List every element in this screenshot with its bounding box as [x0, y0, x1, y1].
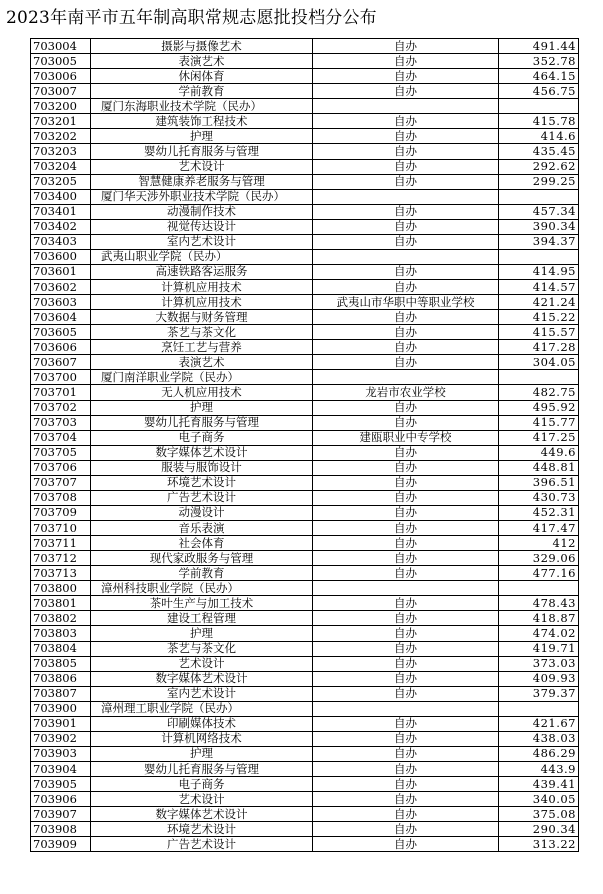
- table-row: [31, 445, 579, 460]
- code-cell: 703200: [31, 99, 91, 114]
- code-cell: 703606: [31, 340, 91, 355]
- score-cell: [499, 370, 579, 385]
- major-cell: 建筑装饰工程技术: [91, 114, 313, 129]
- plan-type-cell: 自办: [313, 792, 499, 807]
- table-row: [31, 762, 579, 777]
- plan-type-cell: 自办: [313, 174, 499, 189]
- table-row: [31, 430, 579, 445]
- score-cell: 340.05: [499, 792, 579, 807]
- score-cell: 456.75: [499, 84, 579, 99]
- table-row: [31, 415, 579, 430]
- code-cell: 703710: [31, 521, 91, 536]
- plan-type-cell: 自办: [313, 521, 499, 536]
- plan-type-cell: 自办: [313, 69, 499, 84]
- score-cell: 390.34: [499, 219, 579, 234]
- plan-type-cell: [313, 249, 499, 264]
- code-cell: 703807: [31, 686, 91, 701]
- plan-type-cell: 自办: [313, 505, 499, 520]
- major-cell: 数字媒体艺术设计: [91, 807, 313, 822]
- major-cell: 室内艺术设计: [91, 686, 313, 701]
- score-cell: 412: [499, 536, 579, 551]
- table-row: [31, 475, 579, 490]
- score-cell: 449.6: [499, 445, 579, 460]
- major-cell: 室内艺术设计: [91, 234, 313, 249]
- plan-type-cell: 自办: [313, 762, 499, 777]
- score-cell: 417.28: [499, 340, 579, 355]
- code-cell: 703907: [31, 807, 91, 822]
- plan-type-cell: [313, 189, 499, 204]
- code-cell: 703712: [31, 551, 91, 566]
- plan-type-cell: 自办: [313, 54, 499, 69]
- score-cell: 373.03: [499, 656, 579, 671]
- table-row: [31, 551, 579, 566]
- code-cell: 703402: [31, 219, 91, 234]
- school-row: [31, 99, 579, 114]
- major-cell: 烹饪工艺与营养: [91, 340, 313, 355]
- major-cell: 艺术设计: [91, 656, 313, 671]
- major-cell: 护理: [91, 129, 313, 144]
- code-cell: 703004: [31, 39, 91, 54]
- code-cell: 703701: [31, 385, 91, 400]
- major-cell: 茶叶生产与加工技术: [91, 596, 313, 611]
- plan-type-cell: 自办: [313, 536, 499, 551]
- plan-type-cell: 自办: [313, 746, 499, 761]
- major-cell: 广告艺术设计: [91, 490, 313, 505]
- score-cell: 495.92: [499, 400, 579, 415]
- major-cell: 护理: [91, 746, 313, 761]
- plan-type-cell: 自办: [313, 114, 499, 129]
- plan-type-cell: 自办: [313, 159, 499, 174]
- code-cell: 703709: [31, 505, 91, 520]
- code-cell: 703903: [31, 746, 91, 761]
- plan-type-cell: 武夷山市华职中等职业学校: [313, 295, 499, 310]
- plan-type-cell: 自办: [313, 777, 499, 792]
- plan-type-cell: 自办: [313, 671, 499, 686]
- plan-type-cell: 自办: [313, 219, 499, 234]
- table-row: [31, 566, 579, 581]
- major-cell: 表演艺术: [91, 355, 313, 370]
- major-cell: 大数据与财务管理: [91, 310, 313, 325]
- code-cell: 703401: [31, 204, 91, 219]
- code-cell: 703605: [31, 325, 91, 340]
- table-row: [31, 807, 579, 822]
- major-cell: 婴幼儿托育服务与管理: [91, 415, 313, 430]
- score-cell: 452.31: [499, 505, 579, 520]
- score-cell: 304.05: [499, 355, 579, 370]
- major-cell: 建设工程管理: [91, 611, 313, 626]
- code-cell: 703601: [31, 264, 91, 279]
- school-row: [31, 249, 579, 264]
- table-row: [31, 611, 579, 626]
- score-cell: 421.24: [499, 295, 579, 310]
- plan-type-cell: 自办: [313, 340, 499, 355]
- table-row: [31, 837, 579, 852]
- score-cell: 379.37: [499, 686, 579, 701]
- score-cell: 313.22: [499, 837, 579, 852]
- score-cell: [499, 581, 579, 596]
- plan-type-cell: 自办: [313, 490, 499, 505]
- code-cell: 703602: [31, 280, 91, 295]
- code-cell: 703604: [31, 310, 91, 325]
- code-cell: 703805: [31, 656, 91, 671]
- plan-type-cell: 自办: [313, 822, 499, 837]
- major-cell: 环境艺术设计: [91, 822, 313, 837]
- plan-type-cell: 自办: [313, 716, 499, 731]
- table-row: [31, 686, 579, 701]
- code-cell: 703806: [31, 671, 91, 686]
- school-name-cell: 厦门华天涉外职业技术学院（民办）: [91, 189, 313, 204]
- table-row: [31, 731, 579, 746]
- school-row: [31, 701, 579, 716]
- plan-type-cell: 自办: [313, 641, 499, 656]
- score-cell: 478.43: [499, 596, 579, 611]
- major-cell: 数字媒体艺术设计: [91, 445, 313, 460]
- school-name-cell: 武夷山职业学院（民办）: [91, 249, 313, 264]
- major-cell: 表演艺术: [91, 54, 313, 69]
- major-cell: 社会体育: [91, 536, 313, 551]
- table-row: [31, 355, 579, 370]
- score-cell: 414.6: [499, 129, 579, 144]
- major-cell: 学前教育: [91, 566, 313, 581]
- score-cell: 418.87: [499, 611, 579, 626]
- table-row: [31, 69, 579, 84]
- table-row: [31, 219, 579, 234]
- score-cell: 464.15: [499, 69, 579, 84]
- plan-type-cell: 自办: [313, 264, 499, 279]
- table-row: [31, 490, 579, 505]
- code-cell: 703702: [31, 400, 91, 415]
- school-row: [31, 370, 579, 385]
- code-cell: 703711: [31, 536, 91, 551]
- major-cell: 摄影与摄像艺术: [91, 39, 313, 54]
- plan-type-cell: 自办: [313, 415, 499, 430]
- score-cell: 486.29: [499, 746, 579, 761]
- plan-type-cell: 自办: [313, 686, 499, 701]
- score-cell: 435.45: [499, 144, 579, 159]
- plan-type-cell: 自办: [313, 129, 499, 144]
- score-cell: [499, 249, 579, 264]
- school-name-cell: 厦门东海职业技术学院（民办）: [91, 99, 313, 114]
- score-cell: 482.75: [499, 385, 579, 400]
- admission-score-table: [30, 38, 579, 852]
- major-cell: 现代家政服务与管理: [91, 551, 313, 566]
- plan-type-cell: [313, 701, 499, 716]
- plan-type-cell: 自办: [313, 310, 499, 325]
- plan-type-cell: 自办: [313, 626, 499, 641]
- table-body: [31, 39, 579, 852]
- table-row: [31, 264, 579, 279]
- code-cell: 703205: [31, 174, 91, 189]
- code-cell: 703607: [31, 355, 91, 370]
- major-cell: 环境艺术设计: [91, 475, 313, 490]
- table-row: [31, 822, 579, 837]
- school-name-cell: 厦门南洋职业学院（民办）: [91, 370, 313, 385]
- major-cell: 音乐表演: [91, 521, 313, 536]
- code-cell: 703901: [31, 716, 91, 731]
- plan-type-cell: 自办: [313, 837, 499, 852]
- score-cell: 439.41: [499, 777, 579, 792]
- plan-type-cell: 自办: [313, 460, 499, 475]
- major-cell: 视觉传达设计: [91, 219, 313, 234]
- plan-type-cell: 自办: [313, 611, 499, 626]
- major-cell: 婴幼儿托育服务与管理: [91, 144, 313, 159]
- score-cell: [499, 189, 579, 204]
- table-row: [31, 746, 579, 761]
- major-cell: 婴幼儿托育服务与管理: [91, 762, 313, 777]
- plan-type-cell: 自办: [313, 445, 499, 460]
- table-row: [31, 204, 579, 219]
- major-cell: 艺术设计: [91, 159, 313, 174]
- plan-type-cell: 自办: [313, 280, 499, 295]
- table-row: [31, 521, 579, 536]
- table-row: [31, 656, 579, 671]
- code-cell: 703904: [31, 762, 91, 777]
- table-row: [31, 129, 579, 144]
- score-cell: 299.25: [499, 174, 579, 189]
- table-row: [31, 280, 579, 295]
- plan-type-cell: 自办: [313, 566, 499, 581]
- school-row: [31, 581, 579, 596]
- table-row: [31, 310, 579, 325]
- table-row: [31, 114, 579, 129]
- major-cell: 艺术设计: [91, 792, 313, 807]
- code-cell: 703703: [31, 415, 91, 430]
- score-cell: 414.57: [499, 280, 579, 295]
- major-cell: 护理: [91, 626, 313, 641]
- score-cell: 419.71: [499, 641, 579, 656]
- score-cell: 443.9: [499, 762, 579, 777]
- code-cell: 703713: [31, 566, 91, 581]
- score-cell: 415.78: [499, 114, 579, 129]
- score-cell: 491.44: [499, 39, 579, 54]
- plan-type-cell: [313, 581, 499, 596]
- table-row: [31, 626, 579, 641]
- table-row: [31, 671, 579, 686]
- plan-type-cell: 自办: [313, 144, 499, 159]
- code-cell: 703700: [31, 370, 91, 385]
- table-row: [31, 777, 579, 792]
- code-cell: 703909: [31, 837, 91, 852]
- code-cell: 703800: [31, 581, 91, 596]
- major-cell: 广告艺术设计: [91, 837, 313, 852]
- code-cell: 703801: [31, 596, 91, 611]
- code-cell: 703706: [31, 460, 91, 475]
- code-cell: 703203: [31, 144, 91, 159]
- major-cell: 智慧健康养老服务与管理: [91, 174, 313, 189]
- plan-type-cell: 自办: [313, 656, 499, 671]
- table-row: [31, 54, 579, 69]
- plan-type-cell: [313, 99, 499, 114]
- code-cell: 703600: [31, 249, 91, 264]
- score-cell: 292.62: [499, 159, 579, 174]
- major-cell: 护理: [91, 400, 313, 415]
- table-row: [31, 340, 579, 355]
- plan-type-cell: [313, 370, 499, 385]
- plan-type-cell: 自办: [313, 475, 499, 490]
- plan-type-cell: 自办: [313, 234, 499, 249]
- code-cell: 703704: [31, 430, 91, 445]
- table-row: [31, 400, 579, 415]
- table-row: [31, 596, 579, 611]
- score-cell: 448.81: [499, 460, 579, 475]
- table-row: [31, 716, 579, 731]
- major-cell: 休闲体育: [91, 69, 313, 84]
- school-row: [31, 189, 579, 204]
- score-cell: 415.77: [499, 415, 579, 430]
- code-cell: 703201: [31, 114, 91, 129]
- code-cell: 703900: [31, 701, 91, 716]
- table-row: [31, 39, 579, 54]
- score-cell: 438.03: [499, 731, 579, 746]
- score-cell: 474.02: [499, 626, 579, 641]
- major-cell: 学前教育: [91, 84, 313, 99]
- major-cell: 电子商务: [91, 430, 313, 445]
- plan-type-cell: 自办: [313, 596, 499, 611]
- score-cell: 409.93: [499, 671, 579, 686]
- code-cell: 703802: [31, 611, 91, 626]
- major-cell: 计算机网络技术: [91, 731, 313, 746]
- table-row: [31, 536, 579, 551]
- plan-type-cell: 自办: [313, 204, 499, 219]
- plan-type-cell: 自办: [313, 731, 499, 746]
- code-cell: 703707: [31, 475, 91, 490]
- code-cell: 703708: [31, 490, 91, 505]
- plan-type-cell: 建瓯职业中专学校: [313, 430, 499, 445]
- score-cell: 394.37: [499, 234, 579, 249]
- code-cell: 703403: [31, 234, 91, 249]
- major-cell: 计算机应用技术: [91, 280, 313, 295]
- table-row: [31, 641, 579, 656]
- score-cell: 329.06: [499, 551, 579, 566]
- table-row: [31, 174, 579, 189]
- code-cell: 703400: [31, 189, 91, 204]
- score-cell: 417.25: [499, 430, 579, 445]
- code-cell: 703905: [31, 777, 91, 792]
- code-cell: 703202: [31, 129, 91, 144]
- plan-type-cell: 自办: [313, 39, 499, 54]
- score-cell: 417.47: [499, 521, 579, 536]
- major-cell: 数字媒体艺术设计: [91, 671, 313, 686]
- page-title: 2023年南平市五年制高职常规志愿批投档分公布: [6, 8, 377, 28]
- plan-type-cell: 自办: [313, 325, 499, 340]
- score-cell: 457.34: [499, 204, 579, 219]
- score-cell: 414.95: [499, 264, 579, 279]
- score-cell: 415.22: [499, 310, 579, 325]
- table-row: [31, 295, 579, 310]
- major-cell: 动漫制作技术: [91, 204, 313, 219]
- table-row: [31, 234, 579, 249]
- code-cell: 703803: [31, 626, 91, 641]
- plan-type-cell: 自办: [313, 355, 499, 370]
- major-cell: 计算机应用技术: [91, 295, 313, 310]
- major-cell: 服装与服饰设计: [91, 460, 313, 475]
- table-row: [31, 460, 579, 475]
- table-row: [31, 325, 579, 340]
- school-name-cell: 漳州科技职业学院（民办）: [91, 581, 313, 596]
- table-row: [31, 159, 579, 174]
- major-cell: 茶艺与茶文化: [91, 325, 313, 340]
- major-cell: 高速铁路客运服务: [91, 264, 313, 279]
- score-cell: 290.34: [499, 822, 579, 837]
- plan-type-cell: 自办: [313, 551, 499, 566]
- plan-type-cell: 自办: [313, 807, 499, 822]
- major-cell: 电子商务: [91, 777, 313, 792]
- code-cell: 703705: [31, 445, 91, 460]
- major-cell: 印刷媒体技术: [91, 716, 313, 731]
- code-cell: 703906: [31, 792, 91, 807]
- score-cell: [499, 99, 579, 114]
- code-cell: 703005: [31, 54, 91, 69]
- major-cell: 无人机应用技术: [91, 385, 313, 400]
- code-cell: 703603: [31, 295, 91, 310]
- code-cell: 703902: [31, 731, 91, 746]
- major-cell: 动漫设计: [91, 505, 313, 520]
- table-row: [31, 505, 579, 520]
- code-cell: 703204: [31, 159, 91, 174]
- plan-type-cell: 自办: [313, 84, 499, 99]
- major-cell: 茶艺与茶文化: [91, 641, 313, 656]
- code-cell: 703804: [31, 641, 91, 656]
- score-cell: [499, 701, 579, 716]
- table-row: [31, 84, 579, 99]
- table-row: [31, 792, 579, 807]
- table-row: [31, 144, 579, 159]
- score-cell: 352.78: [499, 54, 579, 69]
- score-cell: 430.73: [499, 490, 579, 505]
- score-cell: 396.51: [499, 475, 579, 490]
- code-cell: 703908: [31, 822, 91, 837]
- code-cell: 703007: [31, 84, 91, 99]
- plan-type-cell: 自办: [313, 400, 499, 415]
- score-cell: 415.57: [499, 325, 579, 340]
- score-cell: 477.16: [499, 566, 579, 581]
- plan-type-cell: 龙岩市农业学校: [313, 385, 499, 400]
- table-row: [31, 385, 579, 400]
- score-cell: 375.08: [499, 807, 579, 822]
- score-cell: 421.67: [499, 716, 579, 731]
- school-name-cell: 漳州理工职业学院（民办）: [91, 701, 313, 716]
- code-cell: 703006: [31, 69, 91, 84]
